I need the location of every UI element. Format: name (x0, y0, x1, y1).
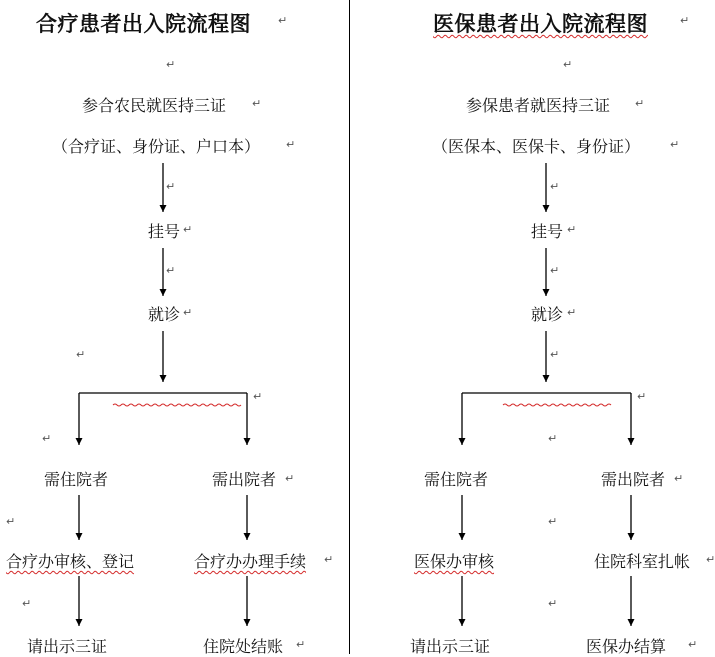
paragraph-mark: ↵ (635, 97, 645, 110)
paragraph-mark: ↵ (670, 138, 680, 151)
right-split-squiggle (503, 404, 611, 406)
right-admit-show-certs: 请出示三证 (410, 637, 491, 656)
right-step-holds-three-certs: 参保患者就医持三证 (466, 96, 611, 115)
paragraph-mark: ↵ (324, 553, 334, 566)
paragraph-mark: ↵ (674, 472, 684, 485)
right-step-consult: 就诊 (531, 305, 564, 324)
paragraph-mark: ↵ (563, 58, 573, 71)
left-branch-discharge: 需出院者 (212, 470, 277, 489)
paragraph-mark: ↵ (680, 14, 690, 27)
right-branch-admit: 需住院者 (424, 470, 489, 489)
left-admit-review: 合疗办审核、登记 (6, 552, 135, 571)
paragraph-mark: ↵ (550, 180, 560, 193)
left-admit-show-certs: 请出示三证 (27, 637, 108, 656)
left-step-register: 挂号 (148, 222, 181, 241)
right-title-text: 医保患者出入院流程图 (433, 11, 648, 36)
right-branch-discharge: 需出院者 (601, 470, 666, 489)
paragraph-mark: ↵ (253, 390, 263, 403)
left-title: 合疗患者出入院流程图 (36, 11, 251, 36)
paragraph-mark: ↵ (688, 638, 698, 651)
left-step-consult: 就诊 (148, 305, 181, 324)
left-step-holds-three-certs: 参合农民就医持三证 (82, 96, 227, 115)
left-discharge-procedure: 合疗办办理手续 (194, 552, 307, 571)
paragraph-mark: ↵ (166, 264, 176, 277)
paragraph-mark: ↵ (285, 472, 295, 485)
right-step-register: 挂号 (531, 222, 564, 241)
paragraph-mark: ↵ (706, 553, 715, 566)
paragraph-mark: ↵ (6, 515, 16, 528)
paragraph-mark: ↵ (296, 638, 306, 651)
right-admit-review: 医保办审核 (414, 552, 495, 571)
paragraph-mark: ↵ (286, 138, 296, 151)
paragraph-mark: ↵ (548, 432, 558, 445)
paragraph-mark: ↵ (548, 597, 558, 610)
paragraph-mark: ↵ (550, 348, 560, 361)
left-split-squiggle (113, 404, 241, 406)
left-certs-list: （合疗证、身份证、户口本） (52, 137, 261, 156)
left-discharge-checkout: 住院处结账 (203, 637, 284, 656)
left-branch-admit: 需住院者 (44, 470, 109, 489)
paragraph-mark: ↵ (567, 223, 577, 236)
paragraph-mark: ↵ (166, 180, 176, 193)
right-discharge-settlement: 医保办结算 (586, 637, 667, 656)
paragraph-mark: ↵ (252, 97, 262, 110)
paragraph-mark: ↵ (550, 264, 560, 277)
paragraph-mark: ↵ (166, 58, 176, 71)
paragraph-mark: ↵ (42, 432, 52, 445)
right-discharge-settle-account: 住院科室扎帐 (594, 552, 691, 571)
right-certs-list: （医保本、医保卡、身份证） (432, 137, 641, 156)
paragraph-mark: ↵ (567, 306, 577, 319)
paragraph-mark: ↵ (22, 597, 32, 610)
paragraph-mark: ↵ (548, 515, 558, 528)
paragraph-mark: ↵ (183, 223, 193, 236)
paragraph-mark: ↵ (76, 348, 86, 361)
paragraph-mark: ↵ (637, 390, 647, 403)
paragraph-mark: ↵ (183, 306, 193, 319)
paragraph-mark: ↵ (278, 14, 288, 27)
